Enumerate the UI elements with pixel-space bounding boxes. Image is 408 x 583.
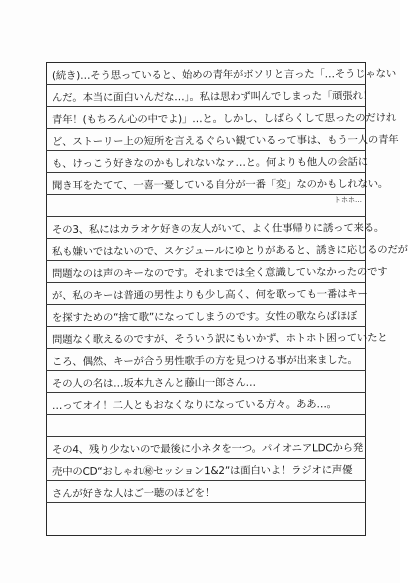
handwritten-line: 問題なのは声のキーなのです。それまでは全く意識していなかったのです [51,265,388,280]
ruled-line [46,326,366,327]
handwritten-line: んだ。本当に面白いんだな…」。私は思わず叫んでしまった「頑張れ！ [51,90,373,104]
handwritten-line: その3、私にはカラオケ好きの友人がいて、よく仕事帰りに誘って来る。 [51,221,385,236]
handwritten-line: も、けっこう好きなのかもしれないなァ…と。何よりも他人の会話に [51,156,368,170]
ruled-line [46,194,366,195]
ruled-line [46,458,366,459]
ruled-line [46,414,366,415]
ruled-line [46,150,366,151]
ruled-line [46,436,366,437]
ruled-line [46,128,366,129]
handwritten-line: 売中のCD“おしゃれ㊙セッション1&2”は面白いよ！ラジオに声優 [51,464,353,478]
handwritten-line: 私も嫌いではないので、スケジュールにゆとりがあると、誘きに応じるのだが [51,243,408,258]
handwritten-line: 聞き耳をたてて、一喜一憂している自分が一番「変」なのかもしれない。 [51,177,389,192]
handwritten-line: ころ、偶然、キーが合う男性歌手の方を見つける事が出来ました。 [51,354,358,368]
handwritten-line: …ってオイ！二人ともおなくなりになっている方々。ああ…。 [51,398,337,412]
handwritten-line: さんが好きな人はご一聴のほどを！ [51,487,216,500]
handwritten-line: ど、ストーリー上の短所を言えるぐらい観ているって事は、もう一人の青年 [51,133,399,148]
handwritten-line: その4、残り少ないので最後に小ネタを一つ。パイオニアLDCから発 [51,442,364,456]
ruled-line [46,370,366,371]
ruled-line [46,106,366,107]
ruled-line [46,172,366,173]
handwritten-line: 問題なく歌えるのですが、そういう訳にもいかず、ホトホト困っていたと [51,331,388,346]
ruled-line [46,392,366,393]
ruled-line [46,502,366,503]
ruled-line [46,348,366,349]
ruled-line [46,480,366,481]
handwritten-line: (続き)…そう思っていると、始めの青年がボソリと言った「…そうじゃない [51,67,397,82]
handwritten-line: を探すための“捨て歌”になってしまうのです。女性の歌ならばほぼ [51,310,358,324]
margin-note: トホホ… [334,196,362,204]
ruled-line [46,216,366,217]
ruled-line [46,282,366,283]
ruled-line [46,84,366,85]
ruled-line [46,304,366,305]
handwritten-line: その人の名は…坂本九さんと藤山一郎さん… [51,376,256,390]
handwritten-line: が、私のキーは普通の男性よりも少し高く、何を歌っても一番はキー [51,288,368,302]
ruled-line [46,260,366,261]
ruled-line [46,238,366,239]
handwritten-line: 青年！(もちろん心の中でよ)」…と。しかし、しばらくして思ったのだけれ [51,111,397,126]
